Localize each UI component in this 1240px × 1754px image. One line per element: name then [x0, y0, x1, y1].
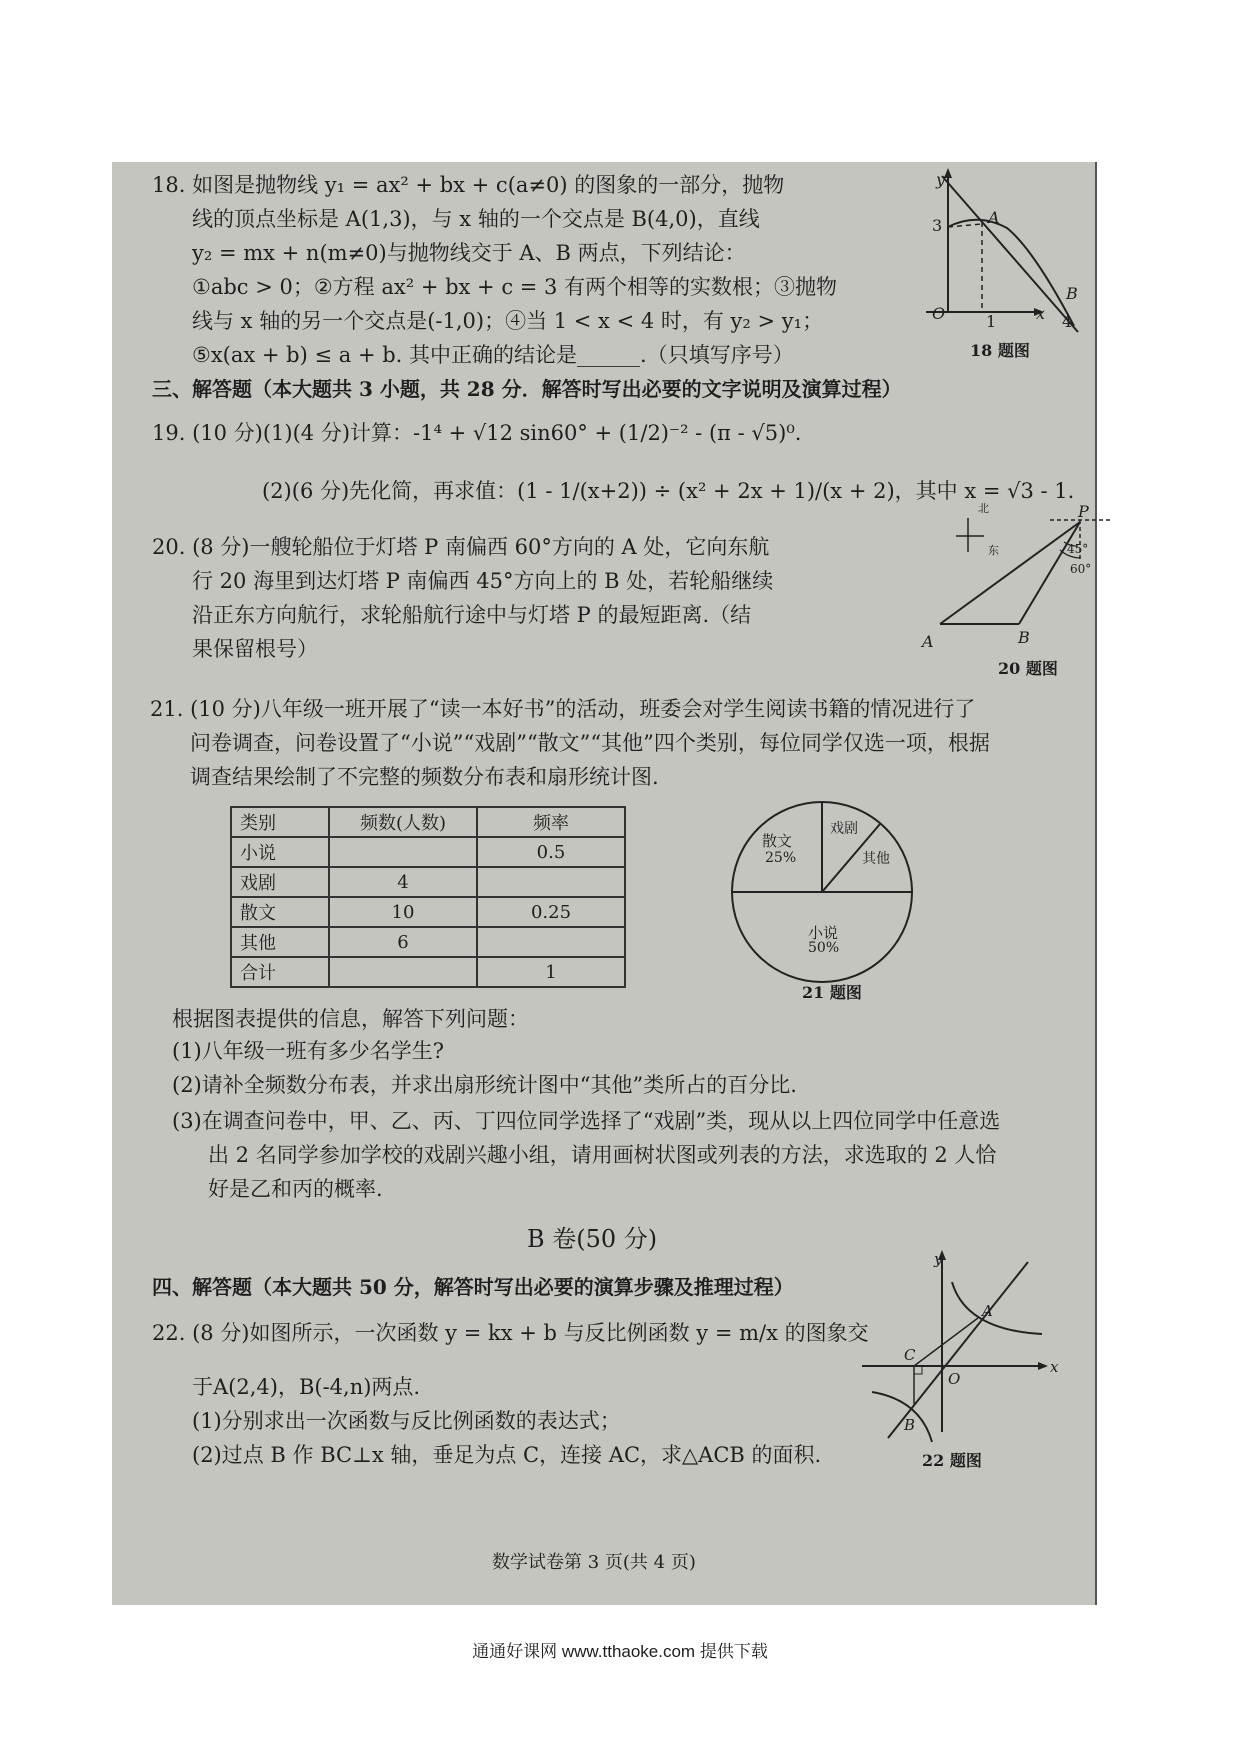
- q22-line-1: 22. (8 分)如图所示，一次函数 y = kx + b 与反比例函数 y = m/x 的图象交: [152, 1321, 869, 1345]
- table-row: [231, 927, 625, 957]
- q20-line-1: 20. (8 分)一艘轮船位于灯塔 P 南偏西 60°方向的 A 处，它向东航: [152, 535, 770, 559]
- q20-label-60: 60°: [1070, 562, 1092, 576]
- table-cell: [329, 957, 477, 987]
- q18-line-1: 18. 如图是抛物线 y₁ = ax² + bx + c(a≠0) 的图象的一部分，抛物: [152, 173, 785, 197]
- table-cell: 6: [329, 927, 477, 957]
- table-header-cell: 频数(人数): [329, 807, 477, 837]
- table-header-cell: 频率: [477, 807, 625, 837]
- q22-hyperbola-q3: [872, 1392, 932, 1442]
- q22-hyperbola-q1: [952, 1282, 1042, 1334]
- q20-label-a: A: [922, 632, 934, 651]
- table-cell: 1: [477, 957, 625, 987]
- q18-label-1: 1: [986, 312, 997, 331]
- q22-x-arrow: [1038, 1362, 1048, 1370]
- q22-label-b: B: [904, 1416, 916, 1434]
- q20-line-3: 沿正东方向航行，求轮船航行途中与灯塔 P 的最短距离.（结: [192, 603, 752, 627]
- q21-pie-label-prose-pct: 25%: [765, 850, 797, 866]
- q22-line-2: 于A(2,4)，B(-4,n)两点.: [192, 1375, 421, 1399]
- q19-line-1: 19. (10 分)(1)(4 分)计算：-1⁴ + √12 sin60° + (1/2)⁻² - (π - √5)⁰.: [152, 421, 802, 445]
- part-b-title: B 卷(50 分): [527, 1225, 658, 1253]
- q22-segment-ac: [914, 1318, 978, 1366]
- q21-line-1: 21. (10 分)八年级一班开展了“读一本好书”的活动，班委会对学生阅读书籍的情况进行了: [150, 697, 976, 721]
- q22-label-y: y: [934, 1250, 943, 1268]
- q22-line-4: (2)过点 B 作 BC⊥x 轴，垂足为点 C，连接 AC，求△ACB 的面积.: [192, 1443, 822, 1467]
- q22-label-x: x: [1050, 1358, 1059, 1376]
- table-cell: 戏剧: [231, 867, 329, 897]
- q21-pie-label-other: 其他: [862, 851, 890, 867]
- q18-label-x: x: [1036, 304, 1046, 323]
- q18-line-4: ①abc > 0；②方程 ax² + bx + c = 3 有两个相等的实数根；③抛物: [192, 275, 838, 299]
- q22-label-c: C: [904, 1346, 916, 1364]
- q22-label-a: A: [982, 1302, 993, 1320]
- q21-sub-3-line-3: 好是乙和丙的概率.: [208, 1177, 383, 1201]
- q18-line-3: y₂ = mx + n(m≠0)与抛物线交于 A、B 两点，下列结论：: [192, 241, 746, 265]
- table-cell: [477, 927, 625, 957]
- table-row: [231, 837, 625, 867]
- q18-label-origin: O: [932, 304, 946, 323]
- section-3-heading: 三、解答题（本大题共 3 小题，共 28 分．解答时写出必要的文字说明及演算过程）: [152, 377, 902, 401]
- table-cell: 0.25: [477, 897, 625, 927]
- table-header-cell: 类别: [231, 807, 329, 837]
- table-cell: 合计: [231, 957, 329, 987]
- q20-label-b: B: [1018, 628, 1030, 647]
- q21-pie-label-drama: 戏剧: [830, 821, 858, 837]
- q21-frequency-table: [230, 806, 626, 988]
- q21-sub-1: (1)八年级一班有多少名学生?: [172, 1039, 445, 1063]
- table-row: [231, 957, 625, 987]
- q18-line-5: 线与 x 轴的另一个交点是(-1,0)；④当 1 < x < 4 时，有 y₂ > y₁；: [192, 309, 824, 333]
- table-cell: 0.5: [477, 837, 625, 867]
- q22-function-figure: [842, 1242, 1072, 1442]
- q18-label-a: A: [988, 208, 1000, 227]
- q22-label-origin: O: [948, 1370, 961, 1388]
- q21-sub-2: (2)请补全频数分布表，并求出扇形统计图中“其他”类所占的百分比.: [172, 1073, 797, 1097]
- q21-intro: 根据图表提供的信息，解答下列问题：: [172, 1007, 529, 1031]
- q21-pie-chart: [722, 792, 922, 992]
- table-cell: 其他: [231, 927, 329, 957]
- q21-sub-3-line-1: (3)在调查问卷中，甲、乙、丙、丁四位同学选择了“戏剧”类，现从以上四位同学中任意选: [172, 1109, 1001, 1133]
- q20-caption: 20 题图: [998, 659, 1058, 678]
- table-row: [231, 867, 625, 897]
- table-cell: [477, 867, 625, 897]
- q20-label-east: 东: [988, 544, 999, 557]
- q18-label-y: y: [936, 170, 946, 189]
- q18-label-4: 4: [1062, 312, 1073, 331]
- q22-right-angle: [914, 1366, 922, 1374]
- q18-caption: 18 题图: [970, 341, 1030, 360]
- q22-caption: 22 题图: [922, 1451, 982, 1470]
- table-cell: [329, 837, 477, 867]
- download-note: 通通好课网 www.tthaoke.com 提供下载: [472, 1642, 768, 1661]
- q18-line-6: ⑤x(ax + b) ≤ a + b. 其中正确的结论是______.（只填写序号）: [192, 343, 794, 367]
- table-cell: 4: [329, 867, 477, 897]
- q18-parabola: [948, 220, 1074, 326]
- table-header-row: [231, 807, 625, 837]
- section-4-heading: 四、解答题（本大题共 50 分，解答时写出必要的演算步骤及推理过程）: [152, 1275, 794, 1299]
- q21-line-2: 问卷调查，问卷设置了“小说”“戏剧”“散文”“其他”四个类别，每位同学仅选一项，根据: [190, 731, 990, 755]
- q18-label-b: B: [1066, 284, 1078, 303]
- q21-caption: 21 题图: [802, 983, 862, 1002]
- page-footer: 数学试卷第 3 页(共 4 页): [492, 1552, 696, 1573]
- q20-line-2: 行 20 海里到达灯塔 P 南偏西 45°方向上的 B 处，若轮船继续: [192, 569, 774, 593]
- q18-line-y2: [942, 176, 1078, 332]
- q20-label-p: P: [1078, 502, 1089, 521]
- q18-y-arrow: [944, 168, 952, 178]
- q19-line-2: (2)(6 分)先化简，再求值：(1 - 1/(x+2)) ÷ (x² + 2x + 1)/(x + 2)，其中 x = √3 - 1.: [262, 479, 1075, 503]
- table-cell: 散文: [231, 897, 329, 927]
- table-cell: 小说: [231, 837, 329, 867]
- q18-label-3: 3: [932, 216, 943, 235]
- table-cell: 10: [329, 897, 477, 927]
- q20-line-4: 果保留根号）: [192, 637, 318, 661]
- q21-pie-label-novel: 小说: [808, 924, 839, 942]
- q20-segment-ap: [940, 522, 1080, 624]
- q18-line-2: 线的顶点坐标是 A(1,3)，与 x 轴的一个交点是 B(4,0)，直线: [192, 207, 760, 231]
- q21-line-3: 调查结果绘制了不完整的频数分布表和扇形统计图.: [190, 765, 659, 789]
- q22-line-3: (1)分别求出一次函数与反比例函数的表达式；: [192, 1409, 621, 1433]
- q21-pie-label-novel-pct: 50%: [808, 940, 840, 956]
- table-row: [231, 897, 625, 927]
- q21-pie-label-prose: 散文: [762, 832, 793, 850]
- q21-sub-3-line-2: 出 2 名同学参加学校的戏剧兴趣小组，请用画树状图或列表的方法，求选取的 2 人恰: [208, 1143, 997, 1167]
- q20-label-45: 45°: [1067, 542, 1089, 556]
- q20-label-north: 北: [978, 502, 989, 515]
